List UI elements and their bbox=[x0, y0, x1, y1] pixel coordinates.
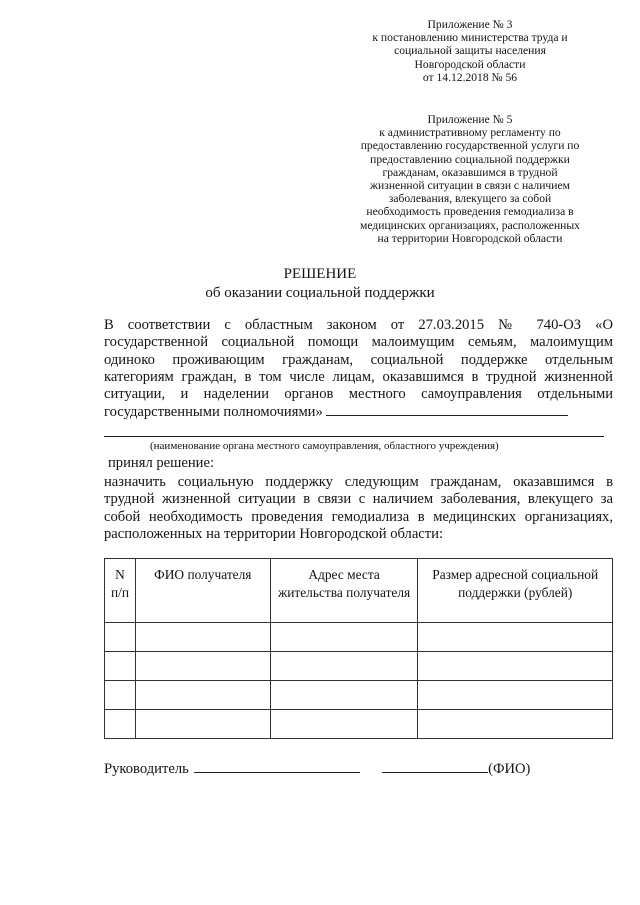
table-cell[interactable] bbox=[135, 710, 270, 739]
col-header-amount: Размер адресной социальной поддержки (рублей) bbox=[418, 559, 613, 623]
table-cell[interactable] bbox=[105, 681, 136, 710]
appendix-3-header bbox=[340, 18, 600, 84]
table-cell[interactable] bbox=[270, 681, 418, 710]
table-cell[interactable] bbox=[270, 623, 418, 652]
fio-label: (ФИО) bbox=[488, 761, 531, 777]
table-row bbox=[105, 623, 613, 652]
table-cell[interactable] bbox=[270, 652, 418, 681]
appendix-line: к постановлению министерства труда и bbox=[372, 31, 568, 45]
decision-line: трудной жизненной ситуации в связи с наличием заболевания, влекущего за bbox=[104, 491, 613, 508]
appendix-line: социальной защиты населения bbox=[394, 44, 546, 58]
appendix-line: жизненной ситуации в связи с наличием bbox=[370, 179, 570, 193]
document-subtitle: об оказании социальной поддержки bbox=[205, 285, 435, 301]
col-header-address: Адрес места жительства получателя bbox=[270, 559, 418, 623]
appendix-5-header bbox=[340, 113, 600, 245]
table-cell[interactable] bbox=[418, 623, 613, 652]
appendix-line: от 14.12.2018 № 56 bbox=[422, 70, 518, 84]
table-cell[interactable] bbox=[135, 652, 270, 681]
fio-blank[interactable] bbox=[382, 760, 488, 773]
recipients-table bbox=[104, 558, 613, 739]
intro-paragraph bbox=[104, 317, 613, 422]
decision-paragraph bbox=[104, 474, 613, 543]
appendix-line: Новгородской области bbox=[414, 57, 526, 71]
table-row bbox=[105, 652, 613, 681]
organ-name-caption: (наименование органа местного самоуправления, областного учреждения) bbox=[150, 440, 499, 452]
signature-block bbox=[104, 760, 530, 778]
intro-line: государственной социальной помощи малоимущим семьям, малоимущим bbox=[104, 334, 613, 351]
table-cell[interactable] bbox=[105, 710, 136, 739]
appendix-line: медицинских организациях, расположенных bbox=[360, 218, 580, 232]
appendix-line: предоставлению государственной услуги по bbox=[360, 139, 580, 153]
appendix-line: к административному регламенту по bbox=[379, 126, 561, 140]
organ-name-line[interactable] bbox=[104, 436, 604, 437]
appendix-line: необходимость проведения гемодиализа в bbox=[366, 205, 574, 219]
decision-line: назначить социальную поддержку следующим гражданам, оказавшимся в bbox=[104, 474, 613, 490]
table-cell[interactable] bbox=[418, 652, 613, 681]
appendix-line: гражданам, оказавшимся в трудной bbox=[382, 165, 558, 179]
decided-text: принял решение: bbox=[108, 455, 215, 471]
organ-name-blank[interactable] bbox=[326, 403, 568, 416]
intro-line: ситуации, и наделении органов местного самоуправления отдельными bbox=[104, 386, 613, 403]
intro-line: категориям граждан, в том числе лицам, оказавшимся в трудной жизненной bbox=[104, 368, 613, 385]
appendix-line: Приложение № 3 bbox=[427, 18, 513, 31]
table-cell[interactable] bbox=[418, 681, 613, 710]
col-header-number: N п/п bbox=[105, 559, 136, 623]
intro-line: государственными полномочиями» bbox=[104, 404, 323, 421]
signature-blank[interactable] bbox=[194, 760, 360, 773]
table-cell[interactable] bbox=[105, 623, 136, 652]
decision-line: собой необходимость проведения гемодиализа в медицинских организациях, bbox=[104, 508, 613, 525]
col-header-fio: ФИО получателя bbox=[135, 559, 270, 623]
document-title: РЕШЕНИЕ bbox=[283, 266, 357, 282]
table-row bbox=[105, 710, 613, 739]
appendix-line: заболевания, влекущего за собой bbox=[388, 192, 552, 206]
table-row bbox=[105, 681, 613, 710]
appendix-line: Приложение № 5 bbox=[427, 113, 513, 126]
signature-label: Руководитель bbox=[104, 761, 189, 777]
appendix-line: на территории Новгородской области bbox=[377, 231, 563, 245]
table-cell[interactable] bbox=[105, 652, 136, 681]
table-cell[interactable] bbox=[270, 710, 418, 739]
table-cell[interactable] bbox=[135, 681, 270, 710]
intro-line: одиноко проживающим гражданам, социальной поддержке отдельным bbox=[104, 351, 613, 368]
table-cell[interactable] bbox=[418, 710, 613, 739]
table-header-row bbox=[105, 559, 613, 623]
decision-line: расположенных на территории Новгородской области: bbox=[104, 525, 444, 542]
appendix-line: предоставлению социальной поддержки bbox=[370, 152, 570, 166]
intro-line: В соответствии с областным законом от 27.03.2015 № 740-ОЗ «О bbox=[104, 317, 613, 333]
table-cell[interactable] bbox=[135, 623, 270, 652]
